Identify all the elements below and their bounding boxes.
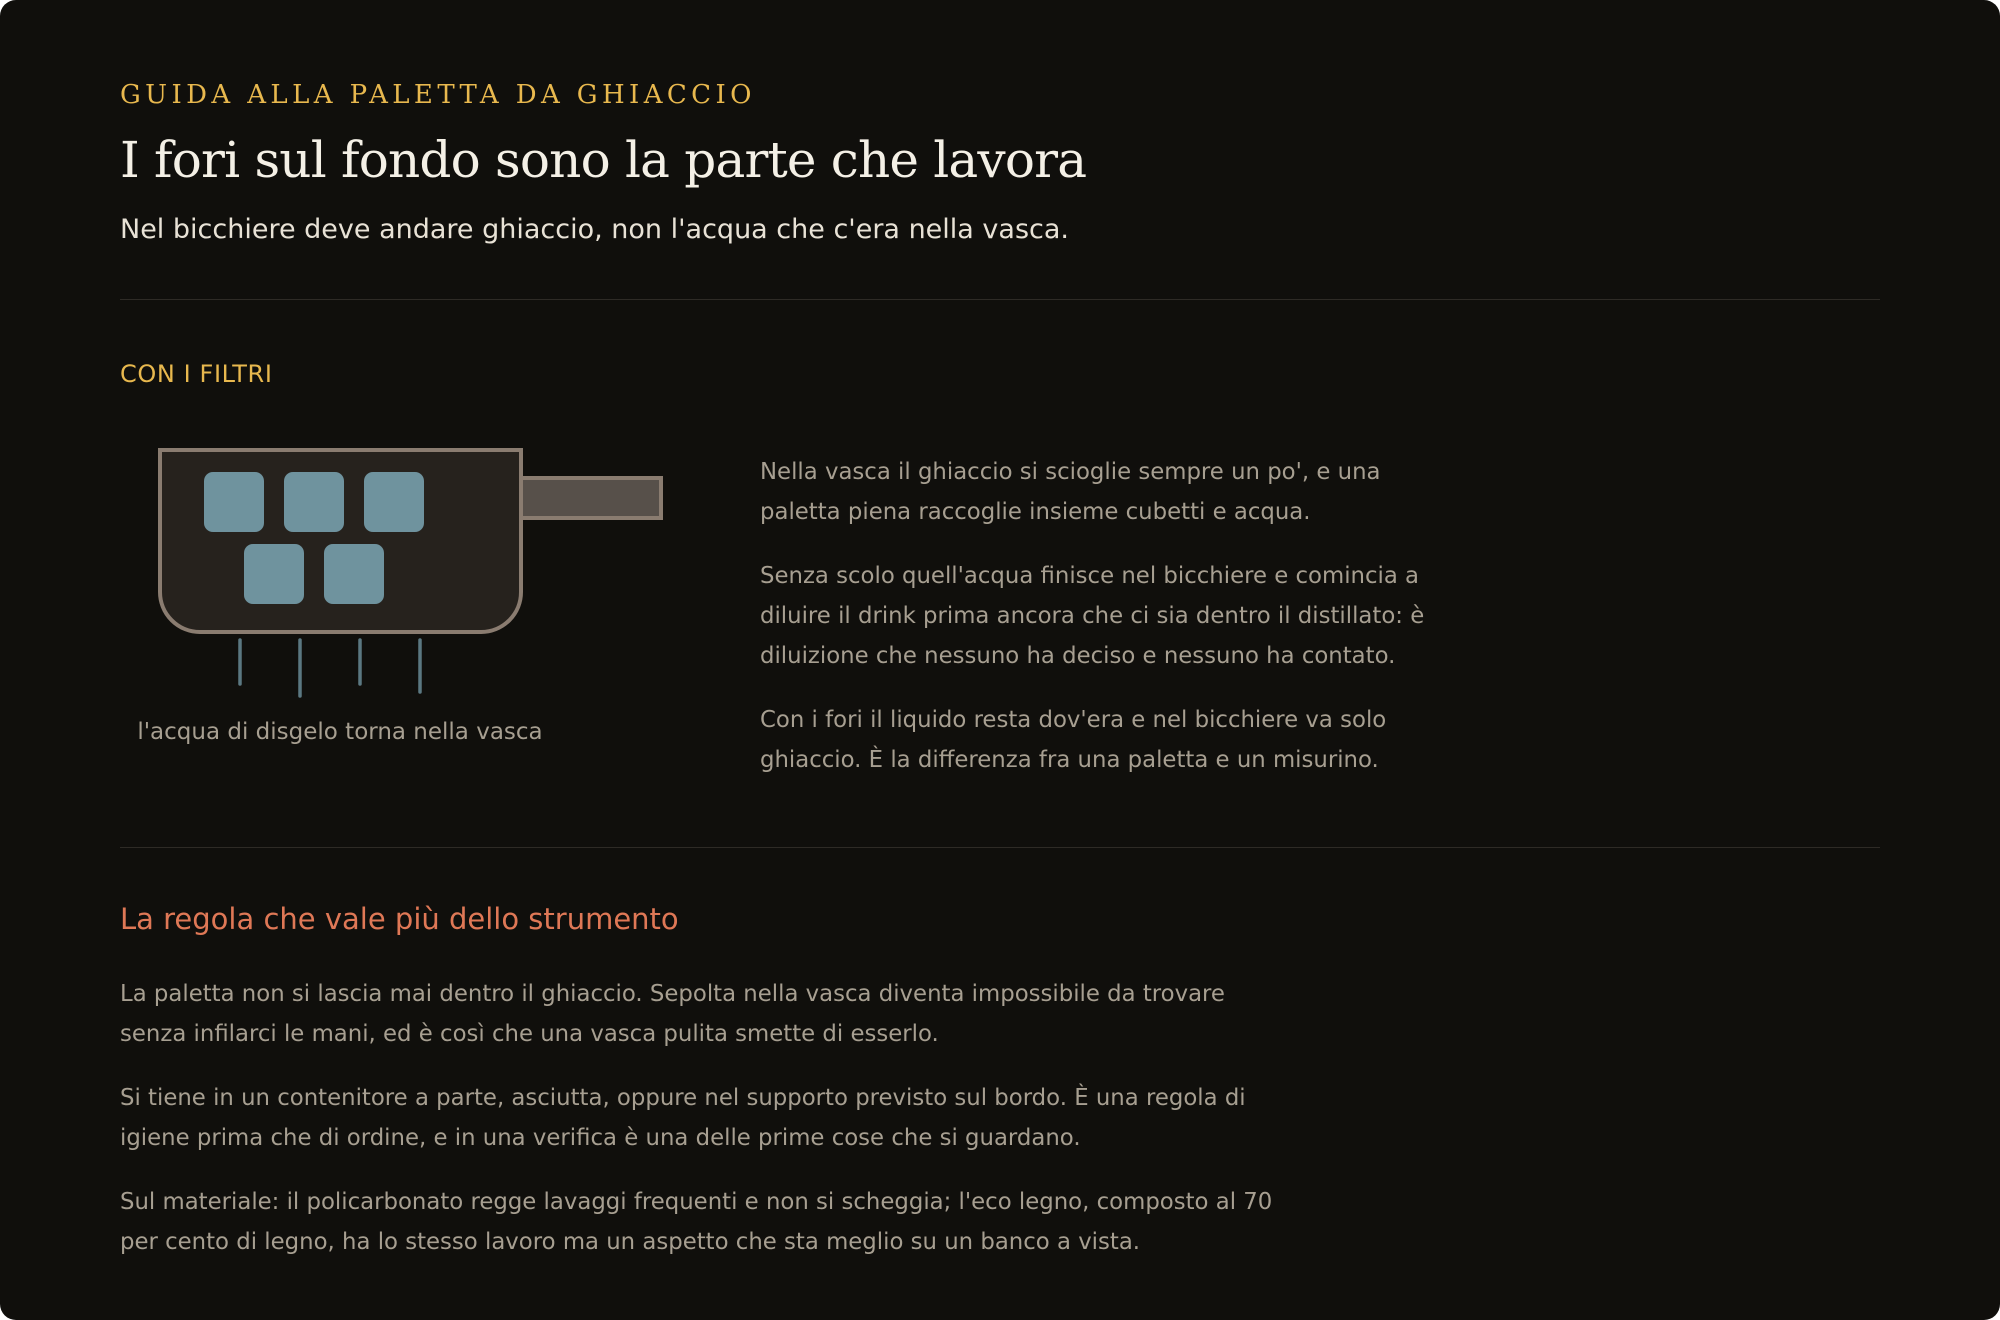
- filters-explanation: [760, 452, 1460, 804]
- rule-explanation: [120, 974, 1280, 1286]
- page-title: I fori sul fondo sono la parte che lavora: [120, 131, 1087, 189]
- paragraph: Nella vasca il ghiaccio si scioglie sempre un po', e una paletta piena raccoglie insieme cubetti e acqua.: [760, 459, 1381, 525]
- ice-cube: [284, 472, 344, 532]
- rule-heading: La regola che vale più dello strumento: [120, 902, 679, 936]
- illustration-caption: l'acqua di disgelo torna nella vasca: [137, 719, 543, 745]
- paragraph: Con i fori il liquido resta dov'era e nel bicchiere va solo ghiaccio. È la differenza fra una paletta e un misurino.: [760, 707, 1387, 773]
- paragraph: Senza scolo quell'acqua finisce nel bicchiere e comincia a diluire il drink prima ancora che ci sia dentro il distillato: è diluizione che nessuno ha deciso e nessuno ha contato.: [760, 563, 1425, 669]
- header-divider: [120, 299, 1880, 300]
- eyebrow-label: GUIDA ALLA PALETTA DA GHIACCIO: [120, 80, 756, 110]
- ice-cube: [204, 472, 264, 532]
- page-subtitle: Nel bicchiere deve andare ghiaccio, non l'acqua che c'era nella vasca.: [120, 214, 1069, 245]
- ice-scoop-illustration: [150, 440, 670, 700]
- ice-cube: [244, 544, 304, 604]
- section-label-filters: CON I FILTRI: [120, 360, 273, 388]
- section-divider: [120, 847, 1880, 848]
- paragraph: Sul materiale: il policarbonato regge lavaggi frequenti e non si scheggia; l'eco legno, composto al 70 per cento di legno, ha lo stesso lavoro ma un aspetto che sta meglio su un banco a vista.: [120, 1189, 1273, 1255]
- ice-cube: [364, 472, 424, 532]
- paragraph: Si tiene in un contenitore a parte, asciutta, oppure nel supporto previsto sul bordo. È una regola di igiene prima che di ordine, e in una verifica è una delle prime cose che si guardano.: [120, 1085, 1246, 1151]
- paragraph: La paletta non si lascia mai dentro il ghiaccio. Sepolta nella vasca diventa impossibile da trovare senza infilarci le mani, ed è così che una vasca pulita smette di esserlo.: [120, 981, 1225, 1047]
- scoop-handle: [520, 478, 661, 518]
- ice-cube: [324, 544, 384, 604]
